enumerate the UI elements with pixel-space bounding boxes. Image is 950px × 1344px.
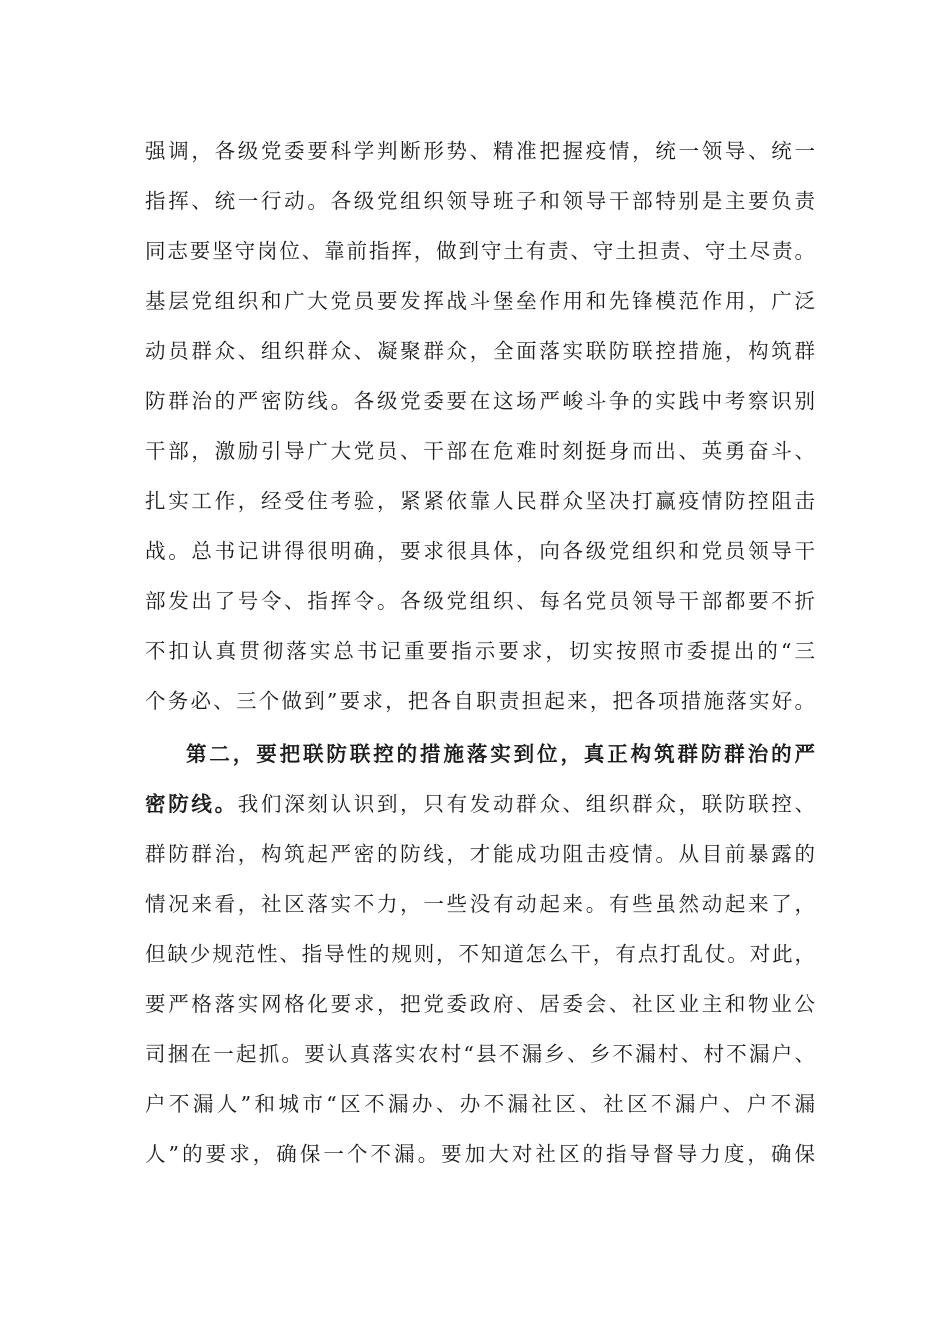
text-line: 要严格落实网格化要求，把党委政府、居委会、社区业主和物业公 — [145, 992, 815, 1016]
paragraph-heading: 第二，要把联防联控的措施落实到位，真正构筑群防群治的严 — [186, 742, 815, 766]
paragraph-2 — [145, 729, 815, 1179]
text-line — [145, 779, 815, 829]
text-line: 干部，激励引导广大党员、干部在危难时刻挺身而出、英勇奋斗、 — [145, 439, 815, 463]
paragraph-1 — [145, 126, 815, 726]
text-line: 扎实工作，经受住考验，紧紧依靠人民群众坚决打赢疫情防控阻击 — [145, 489, 815, 513]
text-line: 战。总书记讲得很明确，要求很具体，向各级党组织和党员领导干 — [145, 539, 815, 563]
text-line: 指挥、统一行动。各级党组织领导班子和领导干部特别是主要负责 — [145, 189, 815, 213]
text-line: 司捆在一起抓。要认真落实农村“县不漏乡、乡不漏村、村不漏户、 — [145, 1042, 815, 1066]
text-line: 群防群治，构筑起严密的防线，才能成功阻击疫情。从目前暴露的 — [145, 842, 815, 866]
text-line: 情况来看，社区落实不力，一些没有动起来。有些虽然动起来了， — [145, 892, 815, 916]
text-line: 个务必、三个做到”要求，把各自职责担起来，把各项措施落实好。 — [145, 689, 815, 713]
paragraph-heading-end: 密防线。 — [145, 792, 238, 816]
text-line: 强调，各级党委要科学判断形势、精准把握疫情，统一领导、统一 — [145, 139, 815, 163]
text-line: 动员群众、组织群众、凝聚群众，全面落实联防联控措施，构筑群 — [145, 339, 815, 363]
text-line: 不扣认真贯彻落实总书记重要指示要求，切实按照市委提出的“三 — [145, 639, 815, 663]
text-line: 户不漏人”和城市“区不漏办、办不漏社区、社区不漏户、户不漏 — [145, 1092, 815, 1116]
text-line: 人”的要求，确保一个不漏。要加大对社区的指导督导力度，确保 — [145, 1142, 815, 1166]
document-page — [145, 126, 815, 1179]
text-span: 我们深刻认识到，只有发动群众、组织群众，联防联控、 — [237, 792, 816, 816]
text-line: 同志要坚守岗位、靠前指挥，做到守土有责、守土担责、守土尽责。 — [145, 239, 815, 263]
text-line: 基层党组织和广大党员要发挥战斗堡垒作用和先锋模范作用，广泛 — [145, 289, 815, 313]
text-line: 部发出了号令、指挥令。各级党组织、每名党员领导干部都要不折 — [145, 589, 815, 613]
text-line: 但缺少规范性、指导性的规则，不知道怎么干，有点打乱仗。对此， — [145, 942, 815, 966]
text-line: 防群治的严密防线。各级党委要在这场严峻斗争的实践中考察识别 — [145, 389, 815, 413]
